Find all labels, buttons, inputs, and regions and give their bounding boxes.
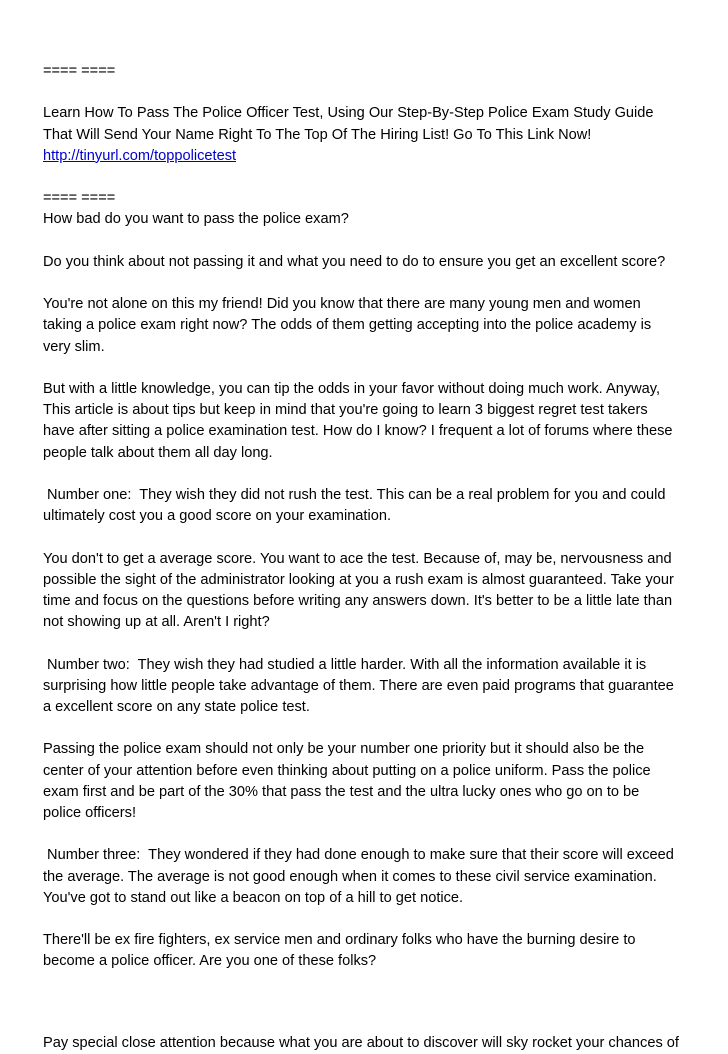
paragraph-line: possible the sight of the administrator looking at you a rush exam is almost guaranteed. Take your: [43, 571, 674, 588]
paragraph: [43, 209, 691, 230]
paragraph: [43, 930, 691, 972]
promo-line: Learn How To Pass The Police Officer Test, Using Our Step-By-Step Police Exam Study Guide: [43, 105, 654, 122]
promo-block: [43, 103, 691, 167]
paragraph-line: not showing up at all. Aren't I right?: [43, 614, 270, 631]
paragraph-line: Number one: They wish they did not rush the test. This can be a real problem for you and could: [43, 486, 666, 503]
paragraph: [43, 739, 691, 824]
paragraph-line: very slim.: [43, 338, 105, 355]
article-body: [43, 209, 691, 1053]
paragraph-line: time and focus on the questions before writing any answers down. It's better to be a little late than: [43, 592, 673, 609]
paragraph-line: You're not alone on this my friend! Did you know that there are many young men and women: [43, 296, 641, 313]
spacer: [43, 527, 691, 548]
spacer: [43, 633, 691, 654]
promo-line: That Will Send Your Name Right To The Top Of The Hiring List! Go To This Link Now!: [43, 126, 592, 143]
spacer: [43, 231, 691, 252]
paragraph-line: How bad do you want to pass the police exam?: [43, 211, 349, 228]
spacer: [43, 973, 691, 1033]
paragraph: [43, 252, 691, 273]
paragraph-line: have after sitting a police examination test. How do I know? I frequent a lot of forums where these: [43, 423, 673, 440]
paragraph-line: Passing the police exam should not only be your number one priority but it should also be the: [43, 741, 645, 758]
paragraph-line: become a police officer. Are you one of these folks?: [43, 953, 377, 970]
paragraph: [43, 294, 691, 358]
paragraph: [43, 379, 691, 464]
paragraph-line: You've got to stand out like a beacon on top of a hill to get notice.: [43, 889, 464, 906]
spacer: [43, 718, 691, 739]
separator-bottom: ==== ====: [43, 190, 116, 207]
paragraph-line: Do you think about not passing it and what you need to do to ensure you get an excellent score?: [43, 253, 666, 270]
paragraph-line: surprising how little people take advantage of them. There are even paid programs that guarantee: [43, 677, 674, 694]
paragraph-line: Number three: They wondered if they had done enough to make sure that their score will exceed: [43, 847, 674, 864]
paragraph-line: people talk about them all day long.: [43, 444, 273, 461]
spacer: [43, 82, 691, 103]
paragraph-line: a excellent score on any state police test.: [43, 698, 310, 715]
paragraph-line: But with a little knowledge, you can tip the odds in your favor without doing much work. Anyway,: [43, 380, 661, 397]
paragraph: [43, 655, 691, 719]
spacer: [43, 909, 691, 930]
paragraph-line: police officers!: [43, 804, 137, 821]
paragraph: [43, 549, 691, 634]
paragraph-line: the average. The average is not good enough when it comes to these civil service examination.: [43, 868, 657, 885]
paragraph-line: This article is about tips but keep in mind that you're going to learn 3 biggest regret test takers: [43, 402, 648, 419]
spacer: [43, 464, 691, 485]
paragraph-line: Number two: They wish they had studied a little harder. With all the information available it is: [43, 656, 647, 673]
final-line: Pay special close attention because what you are about to discover will sky rocket your chances of: [43, 1034, 679, 1051]
document-page: [43, 61, 691, 1054]
paragraph-line: center of your attention before even thinking about putting on a police uniform. Pass the police: [43, 762, 651, 779]
paragraph-line: You don't to get a average score. You want to ace the test. Because of, may be, nervousness and: [43, 550, 672, 567]
paragraph-line: taking a police exam right now? The odds of them getting accepting into the police academy is: [43, 317, 652, 334]
separator-top: ==== ====: [43, 63, 116, 79]
spacer: [43, 824, 691, 845]
promo-link[interactable]: http://tinyurl.com/toppolicetest: [43, 147, 237, 164]
paragraph-line: exam first and be part of the 30% that pass the test and the ultra lucky ones who go on to be: [43, 783, 640, 800]
spacer: [43, 358, 691, 379]
paragraph: [43, 845, 691, 909]
spacer: [43, 167, 691, 188]
paragraph-line: ultimately cost you a good score on your examination.: [43, 508, 392, 525]
spacer: [43, 273, 691, 294]
paragraph: [43, 485, 691, 527]
paragraph-line: There'll be ex fire fighters, ex service men and ordinary folks who have the burning desire to: [43, 932, 636, 949]
